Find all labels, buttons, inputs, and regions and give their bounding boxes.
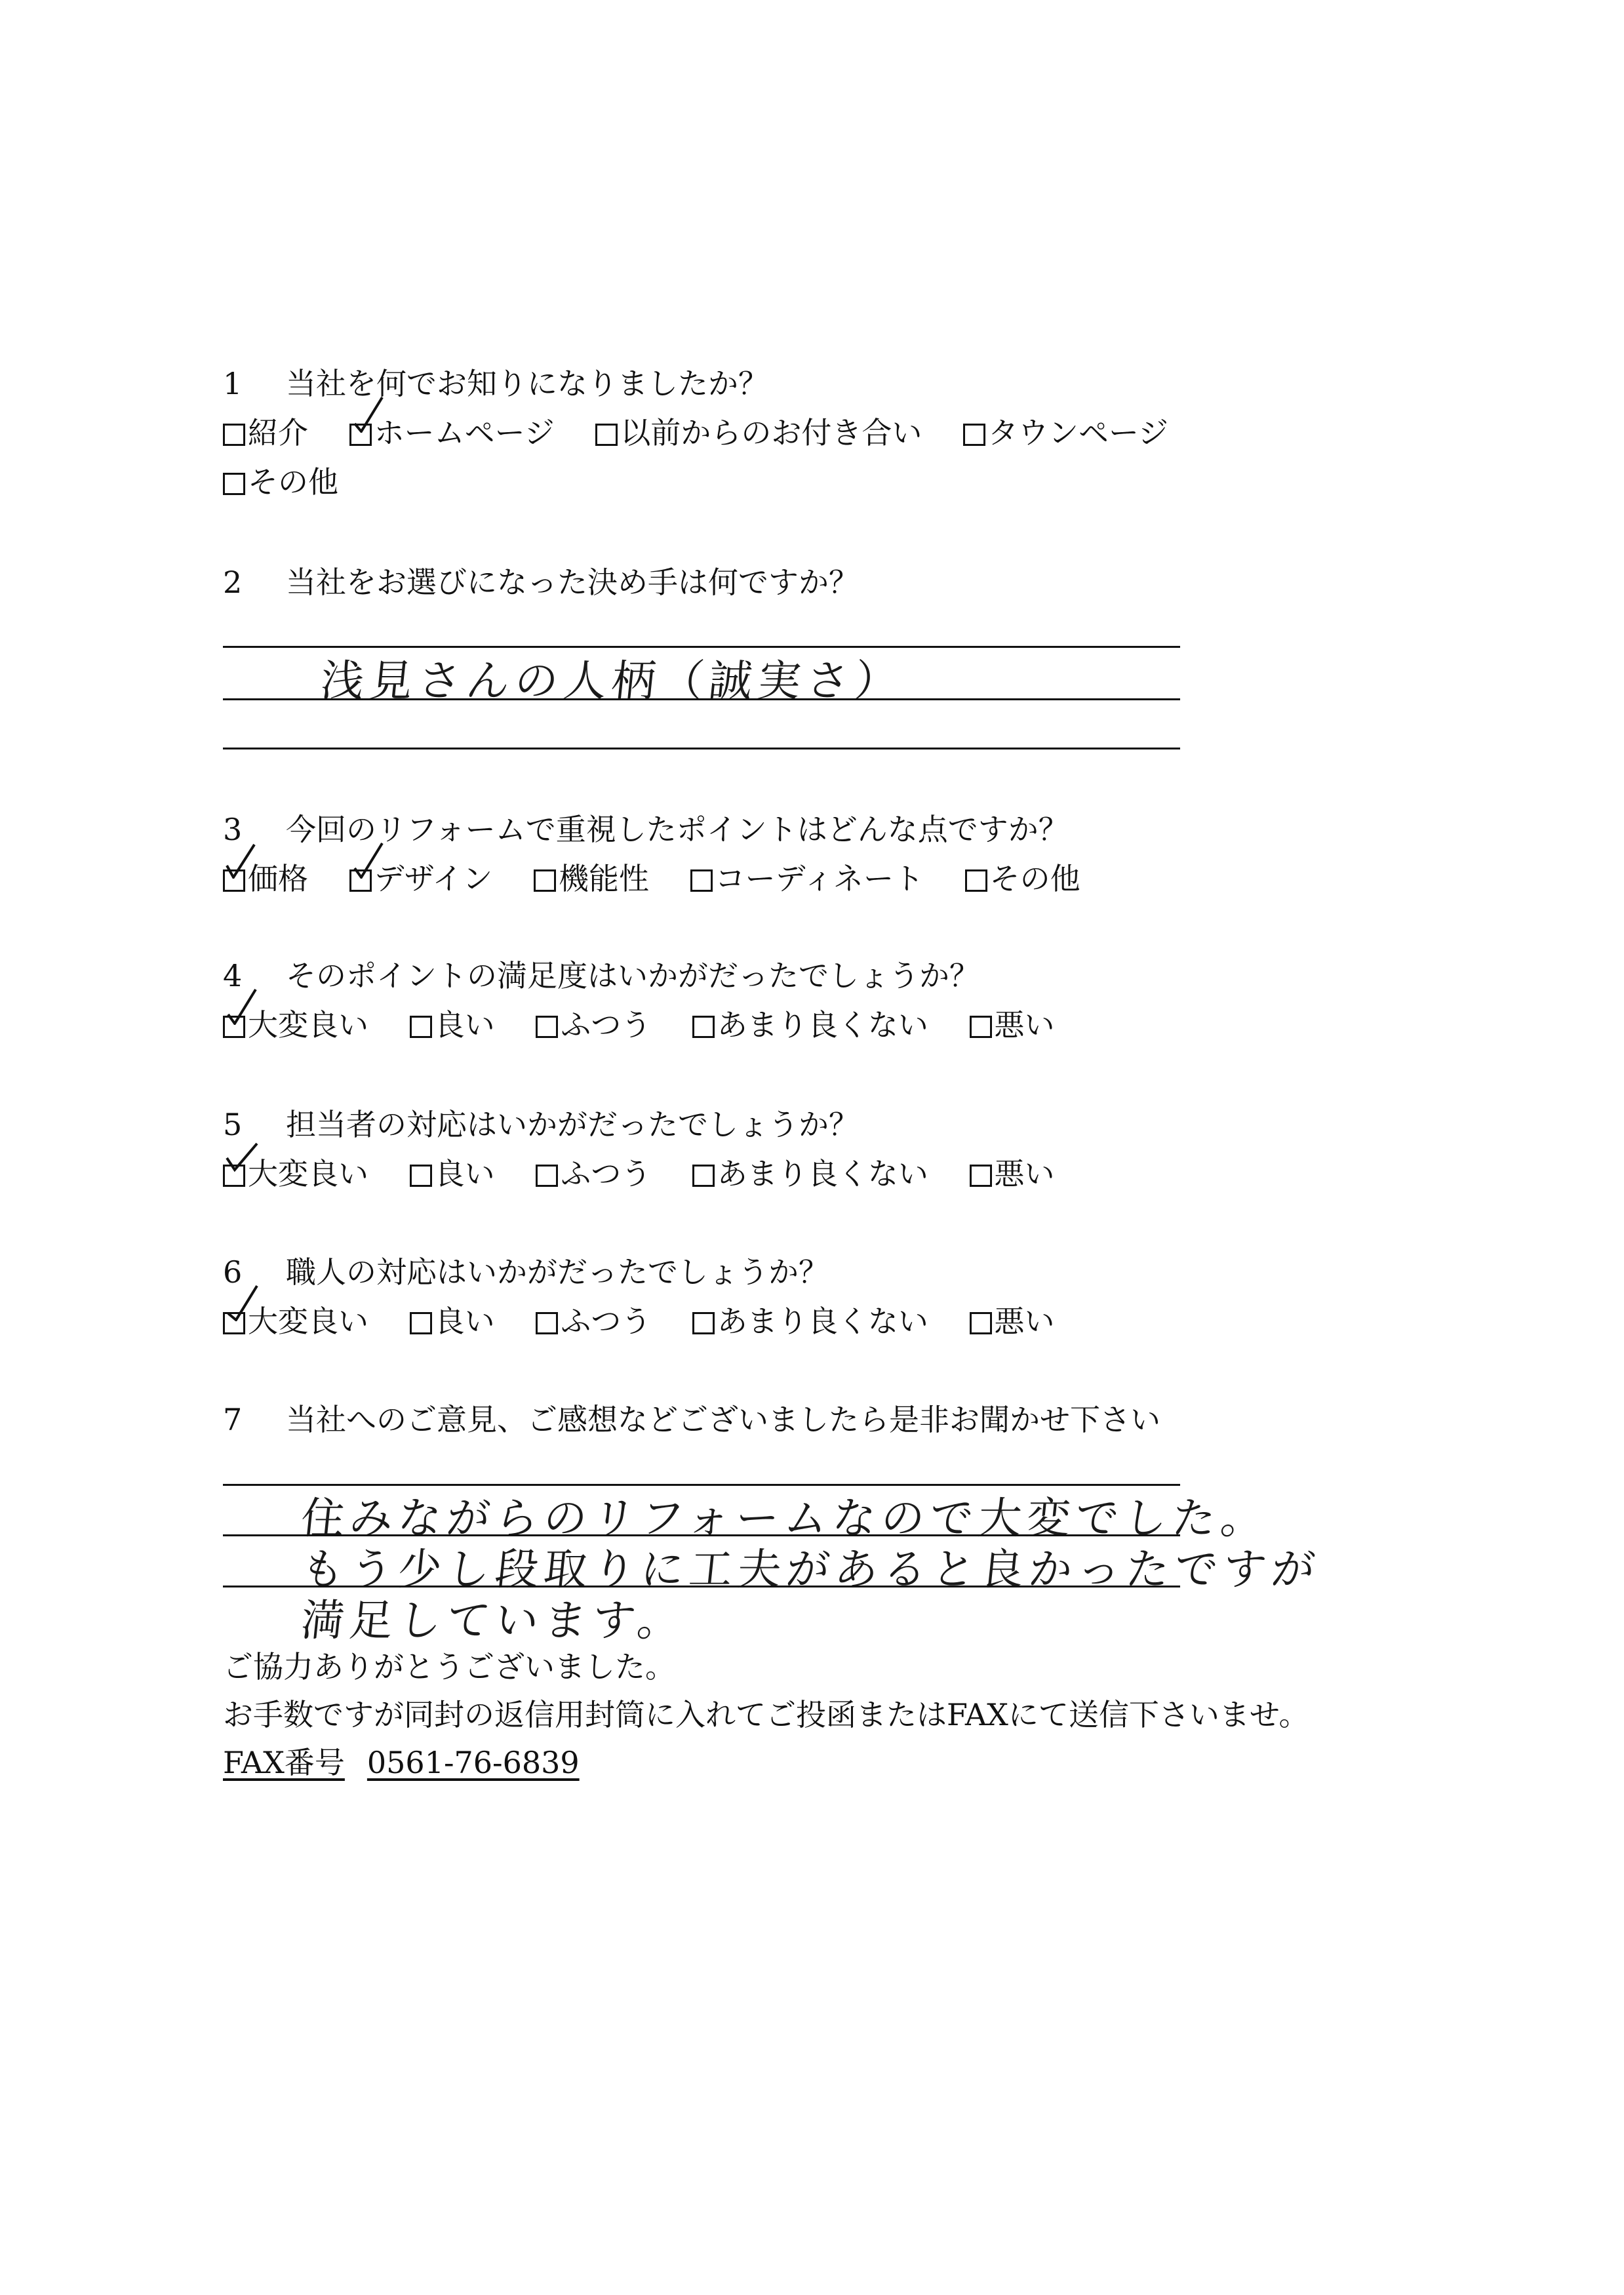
answer-line bbox=[223, 748, 1180, 749]
question-text: 職人の対応はいかがだったでしょうか？ bbox=[286, 1254, 829, 1290]
option-townpage[interactable] bbox=[963, 413, 1168, 452]
option-label: ふつう bbox=[561, 1304, 652, 1339]
checkbox[interactable] bbox=[536, 1312, 558, 1334]
handwritten-answer-line-1: 住みながらのリフォームなので大変でした。 bbox=[298, 1493, 1273, 1544]
return-instruction: お手数ですが同封の返信用封筒に入れてご投函またはFAXにて送信下さいませ。 bbox=[223, 1697, 1309, 1732]
option-very-good[interactable] bbox=[223, 1005, 368, 1045]
option-label: その他 bbox=[248, 464, 338, 500]
checkbox[interactable] bbox=[692, 1016, 715, 1038]
checkbox-checked[interactable] bbox=[223, 1165, 245, 1187]
option-very-good[interactable] bbox=[223, 1302, 368, 1341]
checkbox[interactable] bbox=[970, 1165, 992, 1187]
option-not-good[interactable] bbox=[692, 1005, 928, 1045]
option-label: 良い bbox=[434, 1007, 495, 1043]
option-label: 悪い bbox=[994, 1304, 1055, 1339]
question-number: 1 bbox=[223, 366, 243, 401]
checkbox[interactable] bbox=[690, 869, 713, 892]
option-normal[interactable] bbox=[536, 1154, 651, 1193]
option-good[interactable] bbox=[410, 1154, 495, 1193]
question-text: 担当者の対応はいかがだったでしょうか？ bbox=[286, 1107, 859, 1142]
checkbox-checked[interactable] bbox=[223, 869, 245, 892]
thanks-text: ご協力ありがとうございました。 bbox=[223, 1649, 675, 1685]
option-price[interactable] bbox=[223, 859, 308, 898]
question-number: 2 bbox=[223, 565, 243, 600]
option-label: 良い bbox=[434, 1304, 495, 1339]
handwritten-answer-line-2: もう少し段取りに工夫があると良かったですが bbox=[298, 1544, 1323, 1595]
option-label: 以前からのお付き合い bbox=[620, 415, 922, 450]
question-3-options bbox=[223, 859, 1112, 898]
option-good[interactable] bbox=[410, 1302, 495, 1341]
question-number: 3 bbox=[223, 812, 243, 847]
option-label: デザイン bbox=[374, 861, 493, 896]
option-other[interactable] bbox=[965, 859, 1080, 898]
option-label: 悪い bbox=[994, 1156, 1055, 1191]
question-text: 今回のリフォームで重視したポイントはどんな点ですか？ bbox=[286, 812, 1069, 847]
checkbox[interactable] bbox=[534, 869, 556, 892]
checkbox-checked[interactable] bbox=[349, 869, 372, 892]
option-label: あまり良くない bbox=[717, 1007, 928, 1043]
option-previous[interactable] bbox=[595, 413, 922, 452]
fax-label: FAX番号 bbox=[223, 1745, 345, 1780]
option-label: 大変良い bbox=[248, 1156, 368, 1191]
question-6-options bbox=[223, 1302, 1086, 1341]
checkbox[interactable] bbox=[536, 1165, 558, 1187]
checkbox-checked[interactable] bbox=[349, 424, 372, 446]
option-label: 悪い bbox=[994, 1007, 1055, 1043]
option-good[interactable] bbox=[410, 1005, 495, 1045]
checkbox[interactable] bbox=[965, 869, 987, 892]
question-number: 7 bbox=[223, 1402, 243, 1437]
checkbox[interactable] bbox=[536, 1016, 558, 1038]
option-label: 紹介 bbox=[248, 415, 308, 450]
option-bad[interactable] bbox=[970, 1302, 1055, 1341]
option-very-good[interactable] bbox=[223, 1154, 368, 1193]
question-number: 6 bbox=[223, 1254, 243, 1290]
question-5 bbox=[223, 1105, 859, 1144]
checkbox[interactable] bbox=[410, 1016, 432, 1038]
option-homepage[interactable] bbox=[349, 413, 555, 452]
question-number: 4 bbox=[223, 958, 243, 993]
option-not-good[interactable] bbox=[692, 1302, 928, 1341]
option-label: あまり良くない bbox=[717, 1156, 928, 1191]
option-label: 価格 bbox=[248, 861, 308, 896]
fax-number: 0561-76-6839 bbox=[366, 1745, 580, 1780]
option-label: 大変良い bbox=[248, 1007, 368, 1043]
option-label: 機能性 bbox=[559, 861, 650, 896]
checkbox-checked[interactable] bbox=[223, 1312, 245, 1334]
question-6 bbox=[223, 1252, 829, 1292]
option-shoukai[interactable] bbox=[223, 413, 308, 452]
answer-line bbox=[223, 698, 1180, 700]
checkbox[interactable] bbox=[223, 473, 245, 495]
question-1 bbox=[223, 364, 768, 403]
option-label: ホームページ bbox=[374, 415, 555, 450]
question-text: 当社を何でお知りになりましたか？ bbox=[286, 366, 768, 401]
option-design[interactable] bbox=[349, 859, 493, 898]
question-text: 当社へのご意見、ご感想などございましたら是非お聞かせ下さい bbox=[286, 1402, 1160, 1437]
fax-info bbox=[223, 1743, 580, 1782]
option-other[interactable] bbox=[223, 462, 338, 502]
checkbox[interactable] bbox=[692, 1165, 715, 1187]
checkbox[interactable] bbox=[410, 1165, 432, 1187]
option-label: タウンページ bbox=[987, 415, 1169, 450]
option-normal[interactable] bbox=[536, 1302, 651, 1341]
checkbox[interactable] bbox=[223, 424, 245, 446]
option-coordinate[interactable] bbox=[690, 859, 924, 898]
question-1-options bbox=[223, 413, 1200, 452]
checkbox[interactable] bbox=[595, 424, 618, 446]
option-bad[interactable] bbox=[970, 1154, 1055, 1193]
question-5-options bbox=[223, 1154, 1086, 1193]
option-function[interactable] bbox=[534, 859, 649, 898]
option-label: ふつう bbox=[561, 1007, 652, 1043]
checkbox[interactable] bbox=[410, 1312, 432, 1334]
question-4-options bbox=[223, 1005, 1086, 1045]
question-2 bbox=[223, 563, 859, 602]
checkbox-checked[interactable] bbox=[223, 1016, 245, 1038]
question-4 bbox=[223, 956, 980, 995]
handwritten-answer-line-3: 満足しています。 bbox=[298, 1595, 689, 1646]
option-bad[interactable] bbox=[970, 1005, 1055, 1045]
question-7 bbox=[223, 1400, 1160, 1439]
checkbox[interactable] bbox=[963, 424, 985, 446]
option-label: あまり良くない bbox=[717, 1304, 928, 1339]
question-3 bbox=[223, 810, 1069, 849]
option-not-good[interactable] bbox=[692, 1154, 928, 1193]
handwritten-answer: 浅見さんの人柄（誠実さ） bbox=[318, 656, 906, 706]
option-label: 良い bbox=[434, 1156, 495, 1191]
option-label: その他 bbox=[989, 861, 1080, 896]
option-label: ふつう bbox=[561, 1156, 652, 1191]
checkbox[interactable] bbox=[970, 1312, 992, 1334]
option-normal[interactable] bbox=[536, 1005, 651, 1045]
checkbox[interactable] bbox=[970, 1016, 992, 1038]
question-1-options-row2 bbox=[223, 462, 370, 502]
question-number: 5 bbox=[223, 1107, 243, 1142]
question-text: そのポイントの満足度はいかがだったでしょうか？ bbox=[286, 958, 980, 993]
checkbox[interactable] bbox=[692, 1312, 715, 1334]
option-label: コーディネート bbox=[715, 861, 924, 896]
question-text: 当社をお選びになった決め手は何ですか？ bbox=[286, 565, 859, 600]
option-label: 大変良い bbox=[248, 1304, 368, 1339]
